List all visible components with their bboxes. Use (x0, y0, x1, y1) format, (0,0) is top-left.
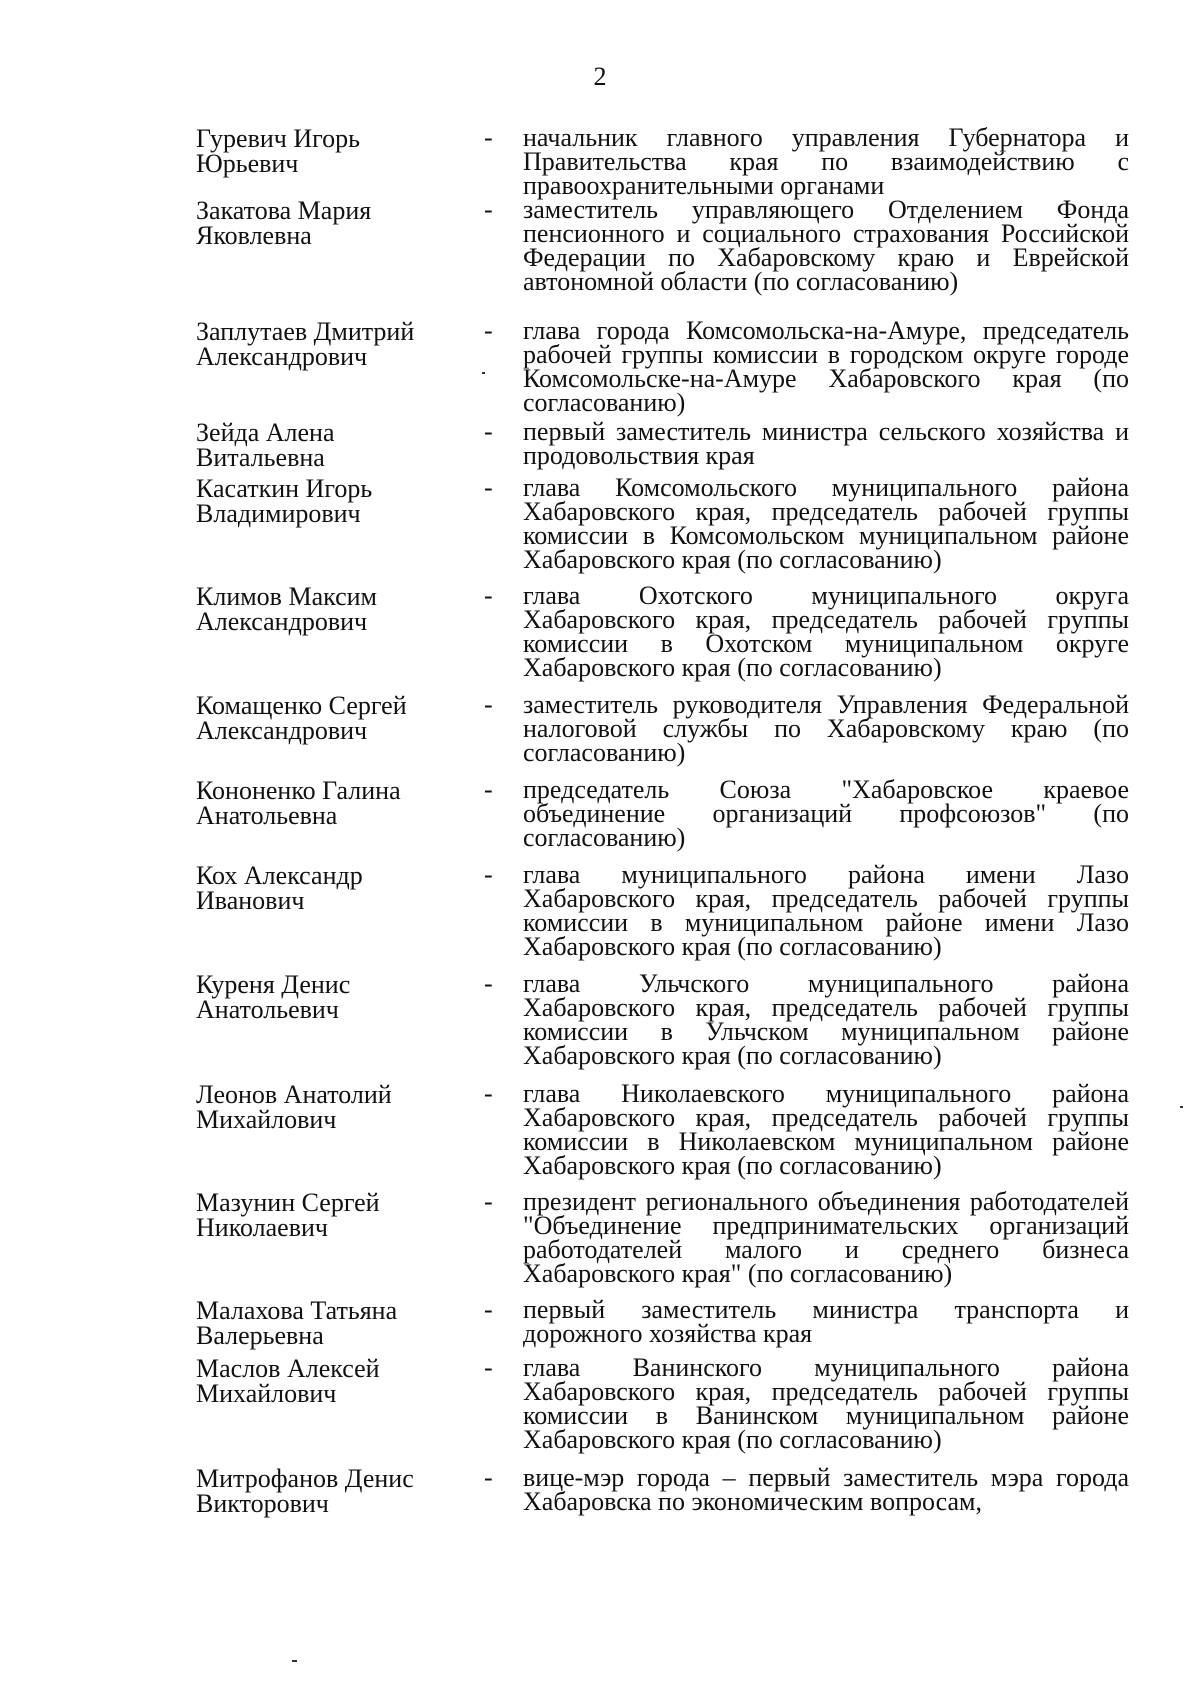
dash-separator: - (484, 1295, 493, 1324)
member-name-line: Маслов Алексей (196, 1354, 380, 1383)
dash-separator: - (484, 1187, 493, 1216)
member-position: глава Ульчского муниципального района Хабаровского края, председатель рабочей группы комиссии в Ульчском муниципальном районе Хабаровского края (по согласованию) (523, 969, 1129, 1070)
member-entry (196, 860, 1141, 961)
dash-separator: - (484, 123, 493, 152)
member-name-line: Зейда Алена (196, 418, 335, 447)
member-name (196, 1356, 484, 1406)
page-number: 2 (593, 62, 607, 91)
member-entry (196, 123, 1141, 200)
member-name-line: Кох Александр (196, 861, 363, 890)
member-entry (196, 690, 1141, 767)
dash-separator: - (484, 1463, 493, 1492)
member-entry (196, 316, 1141, 417)
member-entry (196, 775, 1141, 852)
member-name-line: Владимирович (196, 499, 361, 528)
member-name-line: Яковлевна (196, 221, 312, 250)
member-name-line: Заплутаев Дмитрий (196, 317, 415, 346)
member-position: глава муниципального района имени Лазо Хабаровского края, председатель рабочей группы комиссии в муниципальном районе имени Лазо Хабаровского края (по согласованию) (523, 860, 1129, 961)
member-name-line: Анатольевич (196, 995, 339, 1024)
member-name (196, 1190, 484, 1240)
member-position: заместитель руководителя Управления Федеральной налоговой службы по Хабаровскому краю (по согласованию) (523, 690, 1129, 767)
member-position: глава Комсомольского муниципального района Хабаровского края, председатель рабочей группы комиссии в Комсомольском муниципальном районе Хабаровского края (по согласованию) (523, 473, 1129, 574)
member-name-line: Иванович (196, 886, 305, 915)
member-position: глава Ванинского муниципального района Хабаровского края, председатель рабочей группы комиссии в Ванинском муниципальном районе Хабаровского края (по согласованию) (523, 1353, 1129, 1454)
member-name-line: Леонов Анатолий (196, 1080, 392, 1109)
member-name-line: Александрович (196, 342, 368, 371)
member-name-line: Климов Максим (196, 582, 378, 611)
scan-speck (1180, 1106, 1183, 1108)
dash-separator: - (484, 1353, 493, 1382)
dash-separator: - (484, 316, 493, 345)
member-name (196, 972, 484, 1022)
dash-separator: - (484, 473, 493, 502)
member-name-line: Митрофанов Денис (196, 1464, 414, 1493)
member-name (196, 863, 484, 913)
member-name-line: Кононенко Галина (196, 776, 401, 805)
member-position: вице-мэр города – первый заместитель мэра города Хабаровска по экономическим вопросам, (523, 1463, 1129, 1516)
member-entry (196, 473, 1141, 574)
member-name-line: Касаткин Игорь (196, 474, 373, 503)
member-name-line: Александрович (196, 607, 368, 636)
member-name (196, 778, 484, 828)
member-name (196, 1298, 484, 1348)
member-name-line: Комащенко Сергей (196, 691, 407, 720)
member-position: первый заместитель министра транспорта и дорожного хозяйства края (523, 1295, 1129, 1348)
member-entry (196, 1187, 1141, 1288)
member-name-line: Викторович (196, 1489, 329, 1518)
member-position: первый заместитель министра сельского хозяйства и продовольствия края (523, 417, 1129, 470)
member-name (196, 476, 484, 526)
member-name (196, 1466, 484, 1516)
member-entry (196, 1079, 1141, 1180)
member-name (196, 126, 484, 176)
member-position: председатель Союза "Хабаровское краевое объединение организаций профсоюзов" (по согласованию) (523, 775, 1129, 852)
member-entry (196, 581, 1141, 682)
member-name-line: Михайлович (196, 1105, 337, 1134)
member-name-line: Закатова Мария (196, 196, 372, 225)
member-name-line: Витальевна (196, 443, 325, 472)
scan-speck (292, 1660, 297, 1662)
member-name-line: Мазунин Сергей (196, 1188, 380, 1217)
member-name (196, 584, 484, 634)
member-name (196, 693, 484, 743)
dash-separator: - (484, 690, 493, 719)
member-name-line: Куреня Денис (196, 970, 351, 999)
member-position: заместитель управляющего Отделением Фонда пенсионного и социального страхования Российской Федерации по Хабаровскому краю и Еврейской автономной области (по согласованию) (523, 195, 1129, 296)
dash-separator: - (484, 581, 493, 610)
dash-separator: - (484, 860, 493, 889)
member-name (196, 1082, 484, 1132)
member-entry (196, 1353, 1141, 1454)
dash-separator: - (484, 1079, 493, 1108)
member-name-line: Гуревич Игорь (196, 124, 360, 153)
dash-separator: - (484, 775, 493, 804)
member-entry (196, 969, 1141, 1070)
member-name-line: Николаевич (196, 1213, 328, 1242)
scan-speck (482, 372, 485, 374)
member-name-line: Малахова Татьяна (196, 1296, 398, 1325)
member-entry (196, 417, 1141, 472)
member-name-line: Валерьевна (196, 1321, 324, 1350)
dash-separator: - (484, 417, 493, 446)
commission-members-list (196, 123, 1141, 1656)
member-name-line: Юрьевич (196, 149, 299, 178)
member-position: начальник главного управления Губернатора и Правительства края по взаимодействию с правоохранительными органами (523, 123, 1129, 200)
member-name (196, 198, 484, 248)
member-entry (196, 1295, 1141, 1350)
member-entry (196, 195, 1141, 296)
member-name-line: Михайлович (196, 1379, 337, 1408)
member-position: президент регионального объединения работодателей "Объединение предпринимательских организаций работодателей малого и среднего бизнеса Хабаровского края" (по согласованию) (523, 1187, 1129, 1288)
member-position: глава Охотского муниципального округа Хабаровского края, председатель рабочей группы комиссии в Охотском муниципальном округе Хабаровского края (по согласованию) (523, 581, 1129, 682)
member-name-line: Анатольевна (196, 801, 338, 830)
dash-separator: - (484, 969, 493, 998)
member-name-line: Александрович (196, 716, 368, 745)
member-entry (196, 1463, 1141, 1518)
member-position: глава города Комсомольска-на-Амуре, председатель рабочей группы комиссии в городском округе городе Комсомольске-на-Амуре Хабаровского края (по согласованию) (523, 316, 1129, 417)
member-name (196, 319, 484, 369)
member-position: глава Николаевского муниципального района Хабаровского края, председатель рабочей группы комиссии в Николаевском муниципальном районе Хабаровского края (по согласованию) (523, 1079, 1129, 1180)
dash-separator: - (484, 195, 493, 224)
member-name (196, 420, 484, 470)
